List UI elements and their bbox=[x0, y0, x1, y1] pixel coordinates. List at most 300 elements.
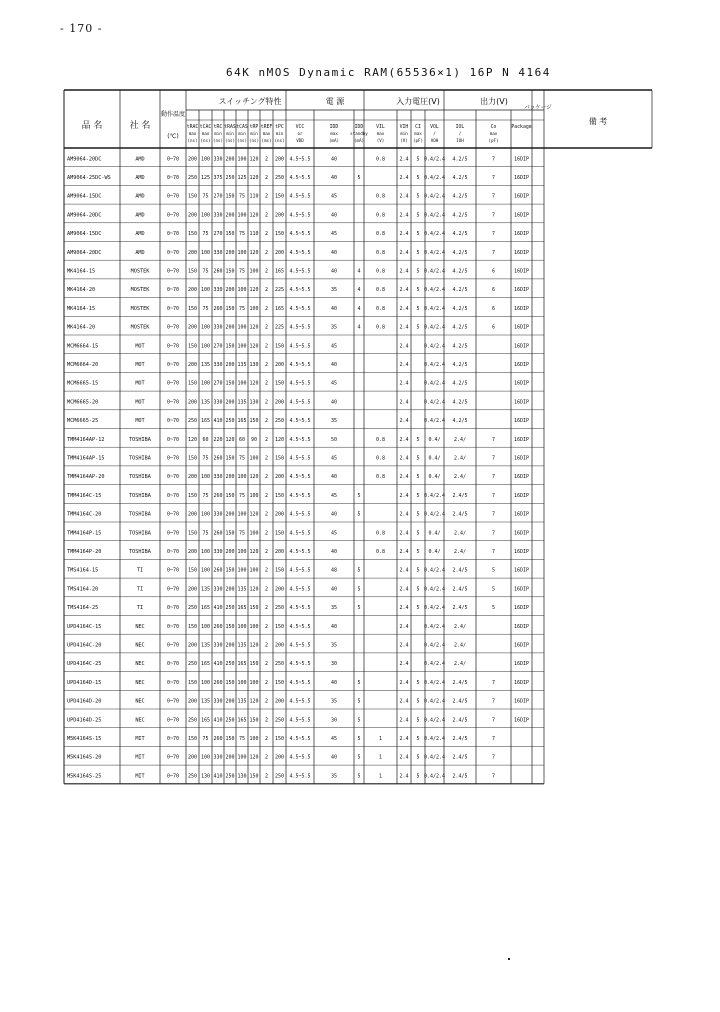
row-part: AM9064-25DC-WS bbox=[67, 175, 111, 182]
row-temp: 0~70 bbox=[166, 717, 180, 724]
row-io: 4.2/5 bbox=[452, 156, 468, 163]
sub-header: / bbox=[458, 131, 462, 136]
row-timing: 2 bbox=[264, 343, 269, 350]
row-vil: 0.8 bbox=[375, 530, 386, 537]
row-package: 16DIP bbox=[513, 175, 530, 182]
row-timing: 150 bbox=[187, 343, 198, 350]
row-part: UPD4164C-15 bbox=[67, 623, 102, 630]
row-timing: 100 bbox=[237, 156, 247, 163]
row-co: 6 bbox=[491, 324, 496, 331]
row-maker: MOT bbox=[135, 380, 145, 387]
row-vcc: 4.5~5.5 bbox=[289, 380, 311, 387]
row-timing: 135 bbox=[200, 586, 211, 593]
row-maker: MOT bbox=[135, 418, 145, 425]
row-timing: 120 bbox=[249, 343, 259, 350]
row-maker: AMD bbox=[135, 231, 145, 238]
sub-header: min bbox=[250, 131, 258, 136]
row-vil: 1 bbox=[378, 754, 383, 761]
row-timing: 2 bbox=[264, 455, 269, 462]
row-vcc: 4.5~5.5 bbox=[289, 549, 311, 556]
sub-header: VOL bbox=[430, 125, 439, 130]
row-temp: 0~70 bbox=[166, 231, 180, 238]
row-io: 2.4/ bbox=[453, 455, 467, 462]
sub-header: tRP bbox=[249, 125, 259, 130]
row-part: UPD4164D-25 bbox=[67, 717, 102, 724]
row-timing: 260 bbox=[213, 305, 223, 312]
row-timing: 150 bbox=[225, 530, 235, 537]
row-idd: 40 bbox=[330, 305, 338, 312]
row-ci: 5 bbox=[416, 231, 420, 238]
row-timing: 100 bbox=[249, 736, 259, 743]
row-vol: 0.4/2.4 bbox=[423, 193, 446, 200]
row-package: 16DIP bbox=[513, 492, 530, 499]
row-ci: 5 bbox=[416, 773, 420, 780]
row-timing: 100 bbox=[237, 567, 247, 574]
row-standby: 5 bbox=[357, 175, 361, 182]
row-vcc: 4.5~5.5 bbox=[289, 249, 311, 256]
row-timing: 75 bbox=[202, 193, 209, 200]
row-package: 16DIP bbox=[513, 343, 530, 350]
row-vol: 0.4/2.4 bbox=[423, 212, 446, 219]
row-timing: 250 bbox=[274, 773, 285, 780]
row-co: 5 bbox=[491, 605, 496, 612]
row-timing: 200 bbox=[274, 511, 285, 518]
row-package: 16DIP bbox=[513, 642, 530, 649]
page-number: - 170 - bbox=[60, 22, 103, 35]
row-idd: 45 bbox=[330, 380, 338, 387]
row-timing: 200 bbox=[225, 698, 235, 705]
row-vcc: 4.5~5.5 bbox=[289, 362, 311, 369]
row-timing: 150 bbox=[187, 623, 198, 630]
sub-header: (pF) bbox=[412, 138, 424, 143]
row-vil: 0.8 bbox=[375, 249, 386, 256]
row-part: TMS4164-25 bbox=[67, 605, 99, 612]
row-part: TMM4164C-15 bbox=[67, 492, 102, 499]
row-maker: TOSHIBA bbox=[129, 455, 151, 462]
row-vil: 0.8 bbox=[375, 287, 386, 294]
row-vol: 0.4/2.4 bbox=[423, 418, 446, 425]
row-temp: 0~70 bbox=[166, 661, 180, 668]
row-part: AM9064-15DC bbox=[67, 193, 102, 200]
row-timing: 200 bbox=[225, 287, 235, 294]
row-package: 16DIP bbox=[513, 156, 530, 163]
row-timing: 150 bbox=[249, 717, 259, 724]
row-vol: 0.4/ bbox=[428, 549, 441, 556]
row-idd: 35 bbox=[330, 698, 338, 705]
row-vil: 1 bbox=[378, 736, 383, 743]
row-standby: 4 bbox=[357, 305, 361, 312]
row-temp: 0~70 bbox=[166, 549, 180, 556]
row-maker: MOT bbox=[135, 362, 145, 369]
row-part: TMS4164-15 bbox=[67, 567, 99, 574]
row-vol: 0.4/2.4 bbox=[423, 287, 446, 294]
row-timing: 135 bbox=[237, 586, 247, 593]
row-idd: 30 bbox=[330, 717, 338, 724]
row-maker: MOT bbox=[135, 343, 145, 350]
row-timing: 100 bbox=[237, 511, 247, 518]
sub-header: min bbox=[226, 131, 234, 136]
row-temp: 0~70 bbox=[166, 362, 180, 369]
row-vih: 2.4 bbox=[399, 212, 409, 219]
row-part: M5K4164S-15 bbox=[67, 736, 102, 743]
row-package: 16DIP bbox=[513, 212, 530, 219]
row-vil: 0.8 bbox=[375, 231, 386, 238]
row-timing: 2 bbox=[264, 324, 269, 331]
row-ci: 5 bbox=[416, 175, 420, 182]
sub-header: min bbox=[214, 131, 222, 136]
row-timing: 410 bbox=[213, 717, 223, 724]
row-vol: 0.4/2.4 bbox=[423, 698, 446, 705]
row-timing: 150 bbox=[225, 679, 235, 686]
row-timing: 120 bbox=[187, 436, 198, 443]
row-timing: 150 bbox=[274, 380, 285, 387]
row-vcc: 4.5~5.5 bbox=[289, 156, 311, 163]
row-timing: 100 bbox=[200, 156, 211, 163]
row-maker: MIT bbox=[135, 736, 145, 743]
row-vcc: 4.5~5.5 bbox=[289, 586, 311, 593]
sub-header: tRAC bbox=[186, 125, 199, 130]
row-timing: 2 bbox=[264, 511, 269, 518]
row-timing: 330 bbox=[213, 511, 223, 518]
row-timing: 200 bbox=[274, 362, 285, 369]
row-timing: 330 bbox=[213, 698, 223, 705]
row-vih: 2.4 bbox=[399, 736, 409, 743]
row-timing: 150 bbox=[274, 343, 285, 350]
row-standby: 5 bbox=[357, 754, 361, 761]
sub-header: min bbox=[400, 131, 408, 136]
row-vih: 2.4 bbox=[399, 193, 409, 200]
row-idd: 35 bbox=[330, 418, 338, 425]
row-ci: 5 bbox=[416, 324, 420, 331]
row-temp: 0~70 bbox=[166, 530, 180, 537]
row-co: 7 bbox=[491, 193, 496, 200]
row-vol: 0.4/ bbox=[428, 436, 441, 443]
row-standby: 5 bbox=[357, 773, 361, 780]
row-timing: 135 bbox=[237, 362, 247, 369]
row-vcc: 4.5~5.5 bbox=[289, 287, 311, 294]
sub-header: VIH bbox=[399, 125, 409, 130]
row-timing: 125 bbox=[237, 175, 247, 182]
row-timing: 130 bbox=[237, 773, 247, 780]
row-timing: 200 bbox=[274, 642, 285, 649]
row-io: 4.2/5 bbox=[452, 362, 468, 369]
row-maker: TI bbox=[136, 605, 144, 612]
row-io: 4.2/5 bbox=[452, 287, 468, 294]
row-package: 16DIP bbox=[513, 679, 530, 686]
row-timing: 2 bbox=[264, 474, 269, 481]
row-vol: 0.4/2.4 bbox=[423, 268, 446, 275]
row-timing: 120 bbox=[225, 436, 235, 443]
row-timing: 100 bbox=[249, 679, 259, 686]
row-idd: 40 bbox=[330, 268, 338, 275]
row-timing: 150 bbox=[187, 679, 198, 686]
row-vih: 2.4 bbox=[399, 623, 409, 630]
row-timing: 75 bbox=[202, 305, 209, 312]
row-timing: 165 bbox=[200, 418, 211, 425]
header-power: 電 源 bbox=[325, 97, 345, 106]
row-vih: 2.4 bbox=[399, 586, 409, 593]
row-ci: 5 bbox=[416, 436, 420, 443]
row-temp: 0~70 bbox=[166, 287, 180, 294]
row-vih: 2.4 bbox=[399, 362, 409, 369]
row-idd: 30 bbox=[330, 661, 338, 668]
row-vil: 0.8 bbox=[375, 193, 386, 200]
row-timing: 150 bbox=[187, 736, 198, 743]
row-vol: 0.4/2.4 bbox=[423, 343, 446, 350]
row-co: 7 bbox=[491, 736, 496, 743]
sub-header: IOH bbox=[456, 138, 464, 143]
row-io: 4.2/5 bbox=[452, 380, 468, 387]
sub-header: min bbox=[238, 131, 246, 136]
row-temp: 0~70 bbox=[166, 305, 180, 312]
row-timing: 120 bbox=[249, 156, 259, 163]
row-vil: 0.8 bbox=[375, 436, 386, 443]
row-temp: 0~70 bbox=[166, 343, 180, 350]
row-co: 7 bbox=[491, 231, 496, 238]
row-part: TMM4164P-20 bbox=[67, 549, 102, 556]
row-timing: 100 bbox=[237, 287, 247, 294]
row-maker: NEC bbox=[135, 661, 145, 668]
row-timing: 150 bbox=[225, 268, 235, 275]
row-temp: 0~70 bbox=[166, 156, 180, 163]
row-vol: 0.4/2.4 bbox=[423, 156, 446, 163]
row-part: TMM4164AP-12 bbox=[67, 436, 105, 443]
row-part: M5K4164S-20 bbox=[67, 754, 102, 761]
row-timing: 250 bbox=[187, 661, 198, 668]
row-timing: 100 bbox=[237, 212, 247, 219]
row-timing: 100 bbox=[237, 324, 247, 331]
row-vih: 2.4 bbox=[399, 436, 409, 443]
row-standby: 5 bbox=[357, 492, 361, 499]
sub-header: (V) bbox=[376, 138, 385, 143]
row-ci: 5 bbox=[416, 679, 420, 686]
row-vih: 2.4 bbox=[399, 754, 409, 761]
row-timing: 150 bbox=[225, 343, 235, 350]
row-package: 16DIP bbox=[513, 324, 530, 331]
row-idd: 45 bbox=[330, 492, 338, 499]
row-timing: 2 bbox=[264, 623, 269, 630]
row-timing: 150 bbox=[225, 193, 235, 200]
row-timing: 330 bbox=[213, 324, 223, 331]
row-vol: 0.4/2.4 bbox=[423, 661, 446, 668]
row-idd: 35 bbox=[330, 605, 338, 612]
row-timing: 75 bbox=[238, 455, 246, 462]
row-idd: 45 bbox=[330, 455, 338, 462]
row-timing: 90 bbox=[250, 436, 258, 443]
sub-header: (V) bbox=[400, 138, 408, 143]
row-vih: 2.4 bbox=[399, 455, 409, 462]
row-timing: 200 bbox=[225, 754, 235, 761]
row-vih: 2.4 bbox=[399, 530, 409, 537]
row-timing: 330 bbox=[213, 287, 223, 294]
row-standby: 5 bbox=[357, 717, 361, 724]
row-timing: 200 bbox=[187, 511, 198, 518]
row-ci: 5 bbox=[416, 717, 420, 724]
row-timing: 200 bbox=[187, 586, 198, 593]
row-timing: 135 bbox=[237, 399, 247, 406]
row-timing: 100 bbox=[249, 530, 259, 537]
row-co: 7 bbox=[491, 717, 496, 724]
row-maker: AMD bbox=[135, 156, 145, 163]
row-timing: 150 bbox=[225, 492, 235, 499]
row-vcc: 4.5~5.5 bbox=[289, 231, 311, 238]
row-timing: 270 bbox=[213, 231, 223, 238]
row-vih: 2.4 bbox=[399, 175, 409, 182]
row-vol: 0.4/ bbox=[428, 530, 441, 537]
row-vih: 2.4 bbox=[399, 698, 409, 705]
row-timing: 200 bbox=[225, 549, 235, 556]
row-timing: 165 bbox=[237, 605, 247, 612]
row-timing: 260 bbox=[213, 736, 223, 743]
row-timing: 260 bbox=[213, 492, 223, 499]
row-temp: 0~70 bbox=[166, 736, 180, 743]
row-timing: 2 bbox=[264, 249, 269, 256]
row-timing: 200 bbox=[187, 249, 198, 256]
row-timing: 150 bbox=[225, 305, 235, 312]
row-maker: TOSHIBA bbox=[129, 474, 151, 481]
sub-header: standby bbox=[350, 131, 368, 136]
row-timing: 200 bbox=[274, 399, 285, 406]
row-idd: 40 bbox=[330, 156, 338, 163]
row-timing: 120 bbox=[274, 436, 285, 443]
row-timing: 2 bbox=[264, 175, 269, 182]
row-idd: 40 bbox=[330, 362, 338, 369]
row-io: 4.2/5 bbox=[452, 305, 468, 312]
row-vol: 0.4/2.4 bbox=[423, 679, 446, 686]
row-idd: 50 bbox=[330, 436, 338, 443]
row-idd: 40 bbox=[330, 586, 338, 593]
sub-header: tRC bbox=[213, 125, 223, 130]
row-timing: 330 bbox=[213, 399, 223, 406]
row-io: 2.4/ bbox=[453, 530, 467, 537]
row-timing: 2 bbox=[264, 156, 269, 163]
row-timing: 150 bbox=[225, 380, 235, 387]
row-timing: 75 bbox=[238, 231, 246, 238]
row-standby: 4 bbox=[357, 268, 361, 275]
row-vcc: 4.5~5.5 bbox=[289, 212, 311, 219]
row-timing: 200 bbox=[187, 698, 198, 705]
row-timing: 150 bbox=[225, 455, 235, 462]
row-timing: 100 bbox=[200, 249, 211, 256]
row-io: 2.4/5 bbox=[452, 567, 468, 574]
row-timing: 2 bbox=[264, 567, 269, 574]
row-package: 16DIP bbox=[513, 231, 530, 238]
sub-header: max bbox=[414, 131, 422, 136]
row-package: 16DIP bbox=[513, 380, 530, 387]
sub-header: max bbox=[188, 131, 197, 136]
row-vcc: 4.5~5.5 bbox=[289, 642, 311, 649]
row-vcc: 4.5~5.5 bbox=[289, 605, 311, 612]
row-vol: 0.4/2.4 bbox=[423, 717, 446, 724]
header-remarks: 備 考 bbox=[588, 117, 608, 126]
row-timing: 410 bbox=[213, 661, 223, 668]
spec-table-grid bbox=[64, 90, 652, 780]
row-ci: 5 bbox=[416, 474, 420, 481]
row-maker: NEC bbox=[135, 679, 145, 686]
row-package: 16DIP bbox=[513, 305, 530, 312]
spec-table bbox=[64, 90, 652, 780]
row-timing: 150 bbox=[187, 380, 198, 387]
row-vih: 2.4 bbox=[399, 343, 409, 350]
row-package: 16DIP bbox=[513, 549, 530, 556]
row-timing: 150 bbox=[225, 567, 235, 574]
row-idd: 35 bbox=[330, 773, 338, 780]
row-io: 4.2/5 bbox=[452, 249, 468, 256]
row-timing: 75 bbox=[238, 530, 246, 537]
row-temp: 0~70 bbox=[166, 175, 180, 182]
row-timing: 100 bbox=[200, 343, 211, 350]
row-co: 7 bbox=[491, 156, 496, 163]
row-part: TMM4164AP-20 bbox=[67, 474, 105, 481]
row-part: MCM6664-20 bbox=[67, 362, 99, 369]
row-timing: 2 bbox=[264, 212, 269, 219]
header-temp: 動作温度 bbox=[160, 111, 186, 118]
row-timing: 75 bbox=[238, 193, 246, 200]
scan-speck bbox=[508, 958, 510, 960]
row-timing: 120 bbox=[249, 249, 259, 256]
row-maker: MOSTEK bbox=[130, 287, 150, 294]
row-timing: 150 bbox=[249, 661, 259, 668]
row-idd: 40 bbox=[330, 754, 338, 761]
row-timing: 100 bbox=[237, 474, 247, 481]
row-temp: 0~70 bbox=[166, 380, 180, 387]
row-timing: 100 bbox=[200, 380, 211, 387]
row-timing: 200 bbox=[274, 549, 285, 556]
row-io: 4.2/5 bbox=[452, 324, 468, 331]
row-timing: 100 bbox=[249, 305, 259, 312]
row-vcc: 4.5~5.5 bbox=[289, 754, 311, 761]
row-temp: 0~70 bbox=[166, 773, 180, 780]
row-timing: 200 bbox=[274, 754, 285, 761]
row-part: TMM4164P-15 bbox=[67, 530, 102, 537]
row-idd: 40 bbox=[330, 249, 338, 256]
row-vcc: 4.5~5.5 bbox=[289, 436, 311, 443]
row-timing: 120 bbox=[249, 380, 259, 387]
row-io: 2.4/5 bbox=[452, 605, 468, 612]
row-vol: 0.4/2.4 bbox=[423, 380, 446, 387]
row-timing: 75 bbox=[202, 455, 209, 462]
header-part: 品 名 bbox=[81, 121, 103, 131]
row-timing: 120 bbox=[249, 175, 259, 182]
sub-header: IDD bbox=[329, 125, 339, 130]
row-timing: 200 bbox=[187, 474, 198, 481]
sub-header: tCAC bbox=[199, 125, 212, 130]
row-standby: 5 bbox=[357, 567, 361, 574]
row-timing: 135 bbox=[237, 698, 247, 705]
row-standby: 5 bbox=[357, 698, 361, 705]
row-timing: 200 bbox=[225, 474, 235, 481]
row-ci: 5 bbox=[416, 549, 420, 556]
row-temp: 0~70 bbox=[166, 605, 180, 612]
row-io: 4.2/5 bbox=[452, 343, 468, 350]
row-timing: 100 bbox=[237, 343, 247, 350]
row-part: TMM4164AP-15 bbox=[67, 455, 105, 462]
sub-header: IDD bbox=[354, 125, 364, 130]
row-vcc: 4.5~5.5 bbox=[289, 193, 311, 200]
row-timing: 410 bbox=[213, 418, 223, 425]
row-temp: 0~70 bbox=[166, 399, 180, 406]
sub-header: / bbox=[433, 131, 436, 136]
row-timing: 2 bbox=[264, 754, 269, 761]
row-timing: 2 bbox=[264, 549, 269, 556]
row-vcc: 4.5~5.5 bbox=[289, 324, 311, 331]
row-package: 16DIP bbox=[513, 717, 530, 724]
row-timing: 150 bbox=[249, 773, 259, 780]
row-timing: 330 bbox=[213, 642, 223, 649]
row-timing: 2 bbox=[264, 305, 269, 312]
row-co: 7 bbox=[491, 455, 496, 462]
row-ci: 5 bbox=[416, 249, 420, 256]
